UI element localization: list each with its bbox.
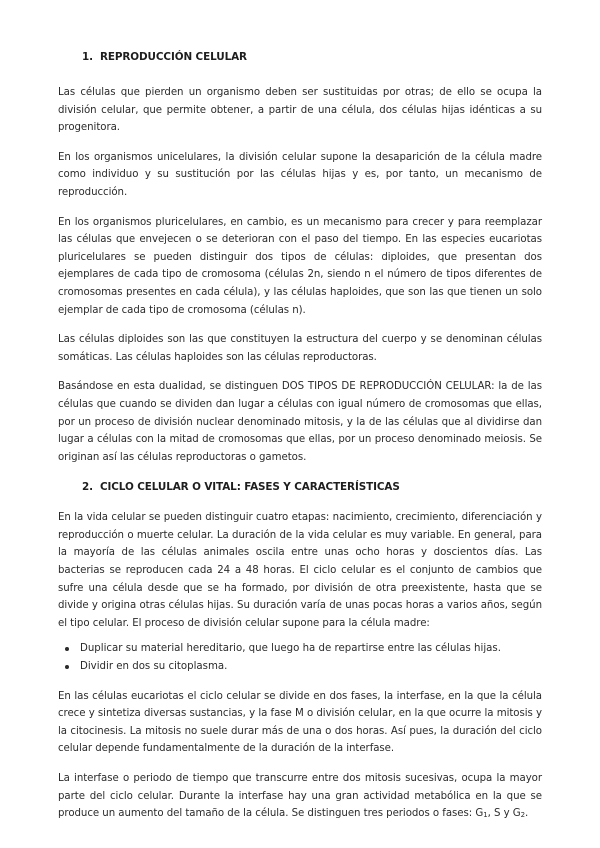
- section-2-title: CICLO CELULAR O VITAL: FASES Y CARACTERÍSTICAS: [99, 481, 400, 494]
- list-item: Dividir en dos su citoplasma.: [64, 658, 542, 676]
- paragraph: Las células diploides son las que constituyen la estructura del cuerpo y se denominan células somáticas. Las células haploides son las células reproductoras.: [58, 334, 542, 363]
- phase-separator: , S y G: [487, 808, 521, 820]
- phase-g1-subscript: 1: [483, 811, 488, 820]
- phase-g2-subscript: 2: [520, 811, 525, 820]
- section-1-title: REPRODUCCIÓN CELULAR: [99, 51, 247, 63]
- phase-end: .: [525, 808, 529, 820]
- list-item: Duplicar su material hereditario, que luego ha de repartirse entre las células hijas.: [64, 640, 542, 658]
- paragraph: [58, 770, 542, 823]
- section-2-number: 2.: [82, 481, 93, 494]
- section-2-heading: [82, 480, 542, 494]
- paragraph: Las células que pierden un organismo deben ser sustituidas por otras; de ello se ocupa la división celular, que permite obtener, a partir de una célula, dos células hijas idénticas a su progenitora.: [58, 87, 542, 134]
- document-page: [58, 50, 542, 823]
- paragraph: En las células eucariotas el ciclo celular se divide en dos fases, la interfase, en la que la célula crece y sintetiza diversas sustancias, y la fase M o división celular, en la que ocurre la mitosis y la citocinesis. La mitosis no suele durar más de una o dos horas. Así pues, la duración del ciclo celular depende fundamentalmente de la duración de la interfase.: [58, 690, 542, 755]
- paragraph: En la vida celular se pueden distinguir cuatro etapas: nacimiento, crecimiento, diferenciación y reproducción o muerte celular. La duración de la vida celular es muy variable. En general, para la mayoría de las células animales oscila entre unas ocho horas y doscientos días. Las bacterias se reproducen cada 24 a 48 horas. El ciclo celular es el conjunto de cambios que sufre una célula desde que se ha formado, por división de otra preexistente, hasta que se divide y origina otras células hijas. Su duración varía de unas pocas horas a varios años, según el tipo celular. El proceso de división celular supone para la célula madre:: [58, 512, 542, 629]
- paragraph: Basándose en esta dualidad, se distinguen DOS TIPOS DE REPRODUCCIÓN CELULAR: la de las células que cuando se dividen dan lugar a células con igual número de cromosomas que ellas, por un proceso de división nuclear denominado mitosis, y la de las células que al dividirse dan lugar a células con la mitad de cromosomas que ellas, por un proceso denominado meiosis. Se originan así las células reproductoras o gametos.: [58, 381, 542, 463]
- section-1-number: 1.: [82, 51, 93, 63]
- paragraph: En los organismos pluricelulares, en cambio, es un mecanismo para crecer y para reemplazar las células que envejecen o se deterioran con el paso del tiempo. En las especies eucariotas pluricelulares se pueden distinguir dos tipos de células: diploides, que presentan dos ejemplares de cada tipo de cromosoma (células 2n, siendo n el número de tipos diferentes de cromosomas presentes en cada célula), y las células haploides, que son las que tienen un solo ejemplar de cada tipo de cromosoma (células n).: [58, 216, 542, 316]
- paragraph: En los organismos unicelulares, la división celular supone la desaparición de la célula madre como individuo y su sustitución por las células hijas y es, por tanto, un mecanismo de reproducción.: [58, 151, 542, 198]
- paragraph-text: La interfase o periodo de tiempo que transcurre entre dos mitosis sucesivas, ocupa la mayor parte del ciclo celular. Durante la interfase hay una gran actividad metabólica en la que se produce un aumento del tamaño de la célula. Se distinguen tres periodos o fases: G: [58, 773, 542, 820]
- section-1-heading: [82, 50, 542, 64]
- bullet-list: [58, 640, 542, 675]
